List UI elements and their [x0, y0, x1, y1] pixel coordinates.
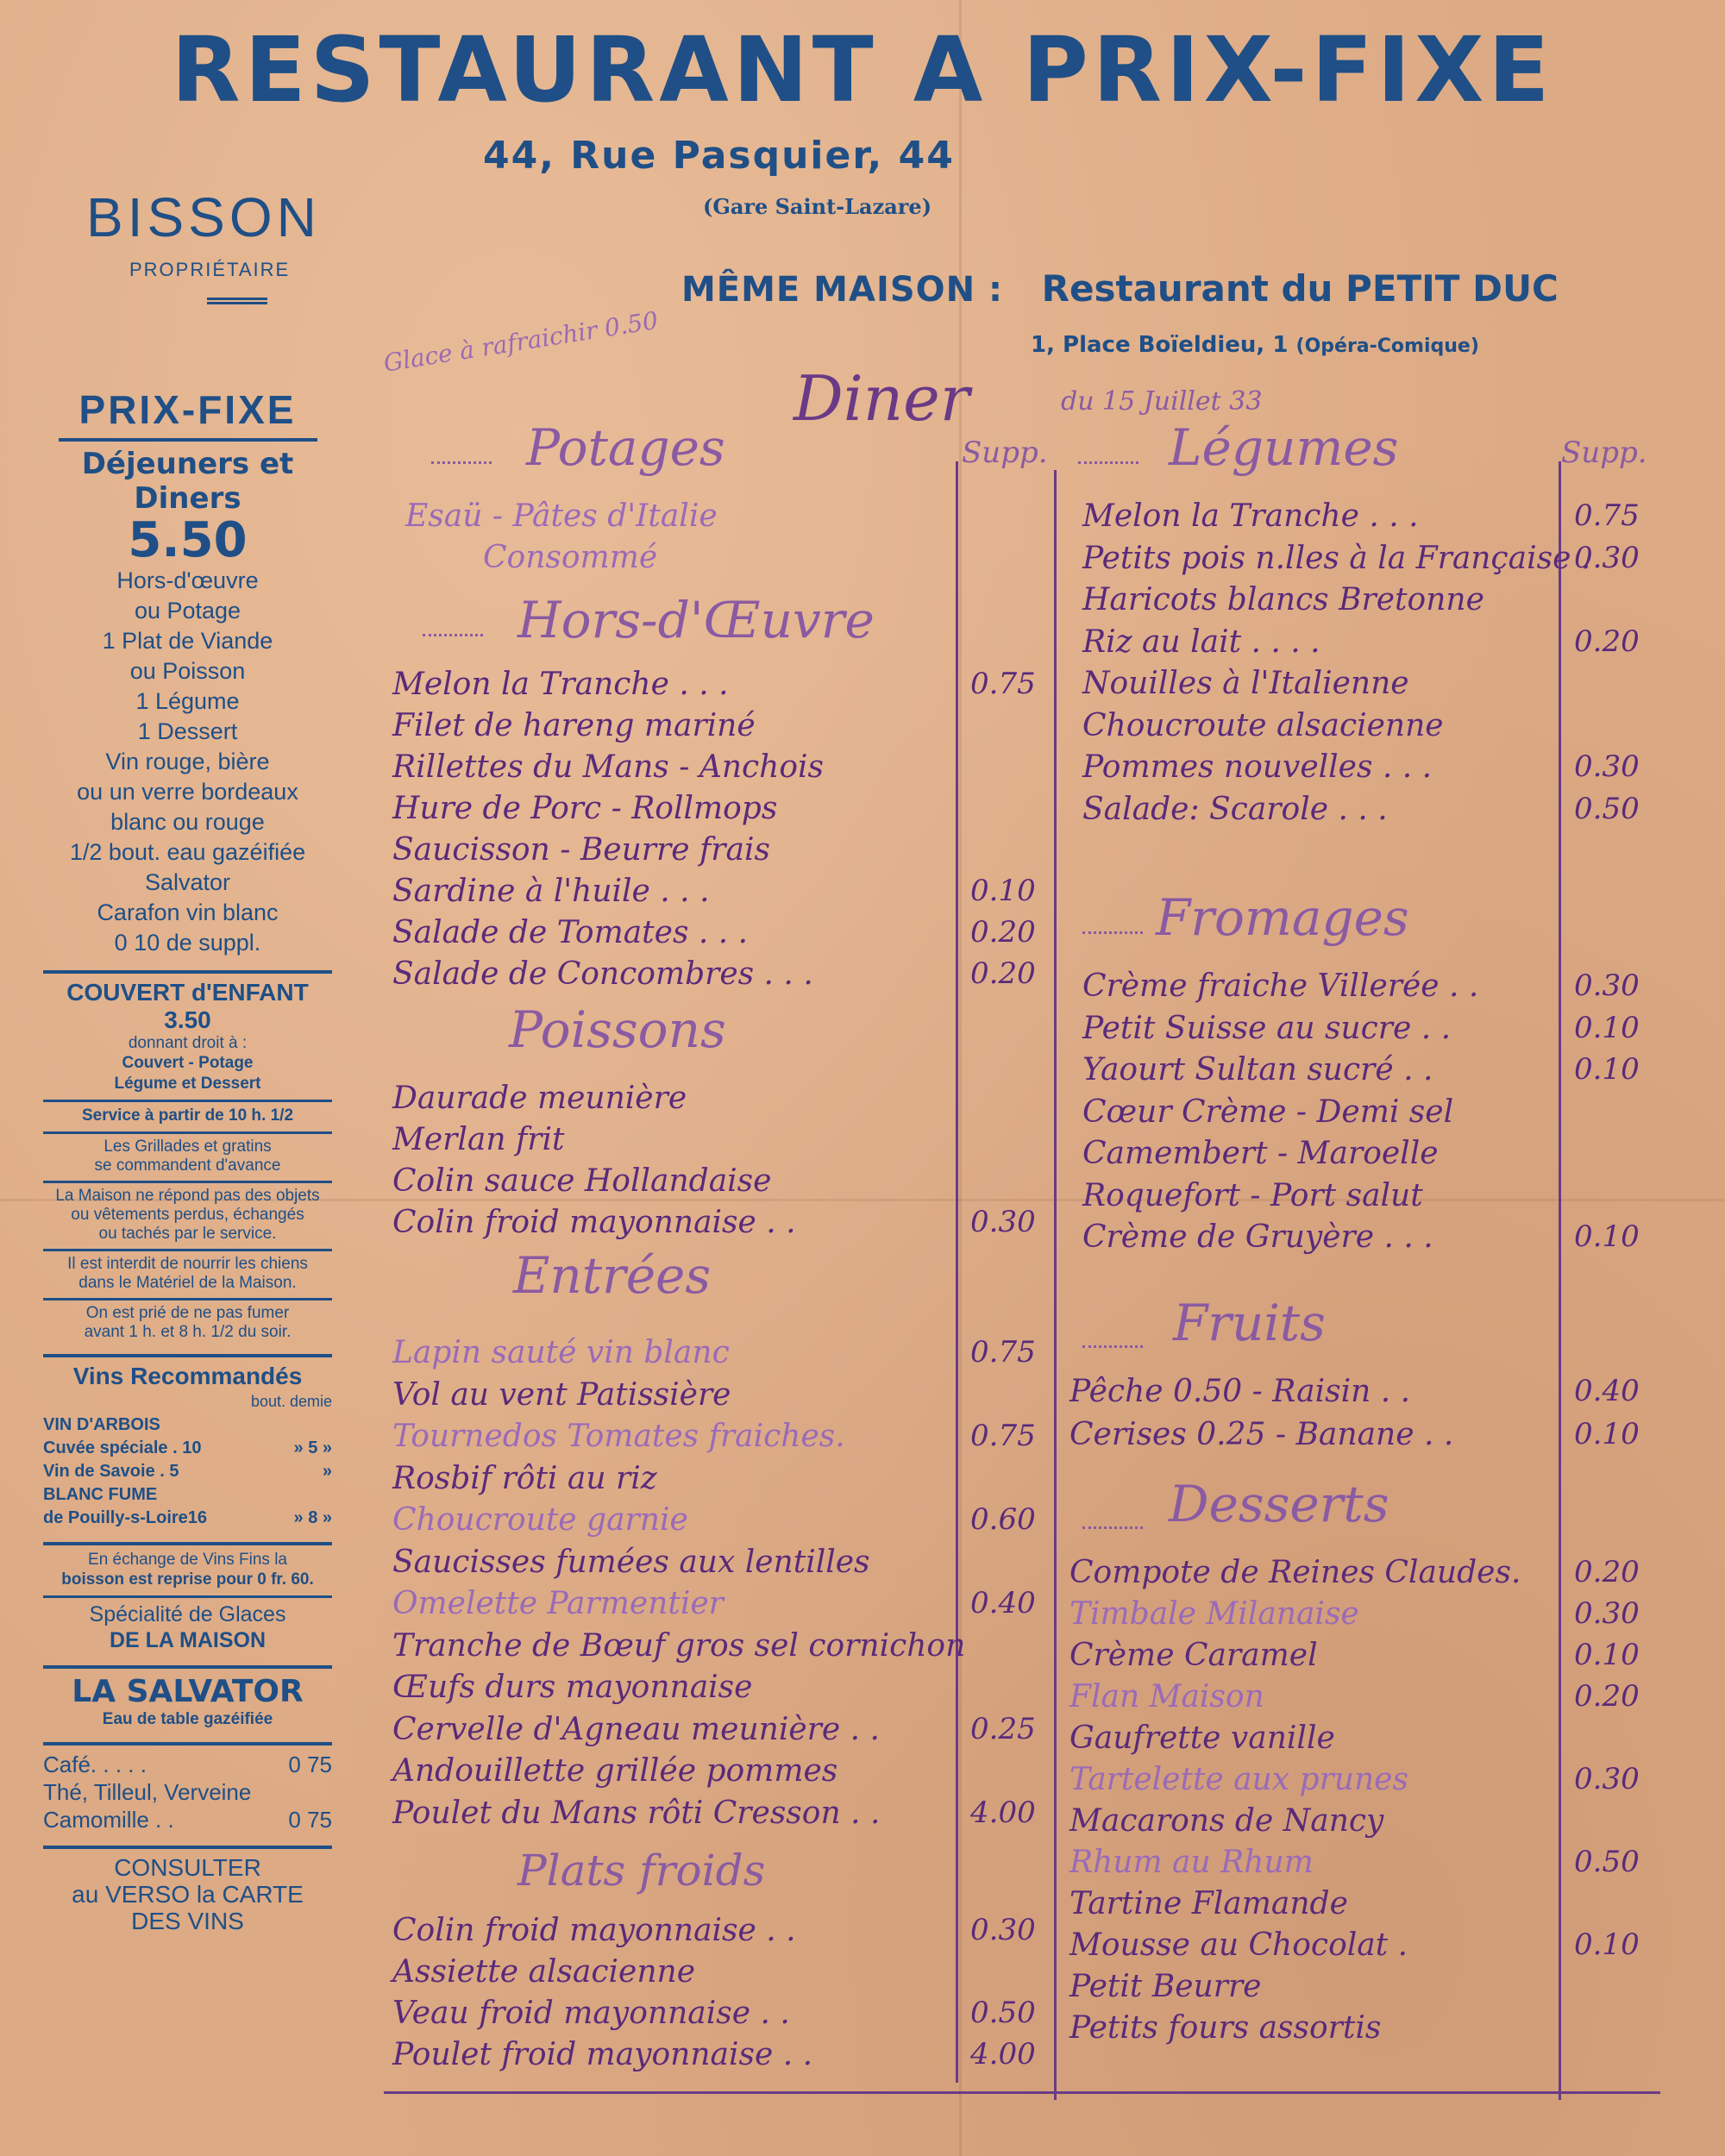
wine-row: de Pouilly-s-Loire16 » 8 » — [43, 1508, 332, 1527]
menu-item — [1082, 1133, 1643, 1175]
divider — [59, 438, 317, 442]
menu-item-supplement: 0.40 — [970, 1586, 1036, 1620]
menu-item-supplement: 0.10 — [1574, 1927, 1640, 1962]
section-dash — [1082, 931, 1143, 934]
same-house-name: Restaurant du PETIT DUC — [1041, 267, 1559, 310]
menu-item-supplement: 0.30 — [970, 1913, 1036, 1947]
supp-header: Supp. — [1561, 436, 1647, 470]
same-house-label: MÊME MAISON : — [681, 270, 1004, 310]
menu-item-name: Pêche 0.50 - Raisin . . — [1070, 1374, 1411, 1409]
plats-froids-list — [392, 1910, 1048, 2076]
menu-item-supplement: 0.40 — [1574, 1374, 1640, 1408]
menu-item — [1082, 705, 1643, 748]
wine-row: VIN D'ARBOIS — [43, 1415, 160, 1434]
section-fromages: Fromages — [1156, 888, 1409, 947]
ice-note: Glace à rafraichir 0.50 — [381, 305, 661, 378]
divider — [207, 298, 267, 304]
menu-item-supplement: 0.75 — [970, 1419, 1036, 1453]
menu-item-supplement: 0.20 — [1574, 1555, 1640, 1589]
menu-item-name: Tranche de Bœuf gros sel cornichon — [392, 1627, 966, 1664]
smoking-notice: On est prié de ne pas fumer — [85, 1304, 290, 1322]
menu-item-supplement: 0.75 — [970, 1335, 1036, 1369]
menu-item — [392, 2034, 1048, 2076]
menu-item-name: Veau froid mayonnaise . . — [392, 1996, 790, 2031]
divider — [43, 1298, 332, 1300]
menu-item — [1082, 580, 1643, 622]
menu-item-name: Saucisses fumées aux lentilles — [392, 1544, 870, 1580]
section-potages: Potages — [526, 418, 725, 477]
prix-fixe-panel — [43, 386, 332, 1934]
menu-item — [392, 1583, 1048, 1626]
section-plats-froids: Plats froids — [518, 1846, 766, 1896]
menu-item-name: Petits pois n.lles à la Française . — [1082, 540, 1591, 576]
menu-item-name: Colin sauce Hollandaise — [392, 1163, 772, 1199]
divider — [43, 1742, 332, 1745]
menu-item — [392, 1458, 1048, 1501]
menu-item-name: Melon la Tranche . . . — [392, 667, 729, 702]
wines-list — [43, 1390, 332, 1530]
section-entrees: Entrées — [513, 1246, 712, 1305]
hors-doeuvre-list — [392, 664, 1048, 995]
divider — [43, 1542, 332, 1545]
menu-item-name: Assiette alsacienne — [392, 1954, 696, 1990]
menu-item — [1070, 1718, 1643, 1759]
supp-header: Supp. — [962, 436, 1048, 470]
menu-item — [1082, 1217, 1643, 1259]
menu-item — [1082, 1008, 1643, 1050]
menu-item-name: Haricots blancs Bretonne — [1082, 582, 1484, 617]
child-items: Couvert - Potage — [122, 1054, 254, 1072]
menu-item-name: Saucisson - Beurre frais — [392, 832, 770, 868]
menu-item-name: Macarons de Nancy — [1070, 1803, 1384, 1839]
fruits-list — [1070, 1371, 1643, 1457]
menu-item — [392, 1375, 1048, 1417]
menu-item — [1070, 1842, 1643, 1883]
divider — [43, 970, 332, 974]
menu-item-name: Tartine Flamande — [1070, 1886, 1348, 1921]
menu-item-name: Yaourt Sultan sucré . . — [1082, 1052, 1433, 1087]
menu-item-supplement: 0.50 — [1574, 791, 1640, 826]
menu-item — [392, 1542, 1048, 1584]
menu-item — [1070, 1759, 1643, 1801]
menu-item — [392, 1161, 1048, 1202]
menu-item-name: Andouillette grillée pommes — [392, 1753, 838, 1789]
service-hours: Service à partir de 10 h. 1/2 — [81, 1106, 294, 1125]
menu-item — [1082, 496, 1643, 538]
restaurant-address: 44, Rue Pasquier, 44 — [483, 134, 955, 178]
menu-item — [1082, 538, 1643, 580]
section-desserts: Desserts — [1169, 1475, 1389, 1533]
menu-item — [1070, 1883, 1643, 1925]
menu-item — [392, 1202, 1048, 1244]
menu-item-supplement: 0.10 — [1574, 1638, 1640, 1672]
meals-label: Déjeuners et Diners — [81, 447, 294, 516]
menu-item — [1082, 1050, 1643, 1092]
menu-item-name: Melon la Tranche . . . — [1082, 498, 1419, 534]
section-hors-doeuvre: Hors-d'Œuvre — [518, 591, 875, 649]
owner-role: PROPRIÉTAIRE — [129, 259, 291, 280]
drink-row: Camomille . . 0 75 — [43, 1807, 332, 1833]
menu-item-supplement: 0.10 — [1574, 1052, 1640, 1087]
menu-date: du 15 Juillet 33 — [1061, 386, 1263, 417]
restaurant-title: RESTAURANT A PRIX-FIXE — [171, 17, 1554, 122]
wines-columns: bout. demie — [250, 1393, 332, 1410]
menu-item-name: Crème fraiche Villerée . . — [1082, 968, 1479, 1004]
menu-item-name: Petit Suisse au sucre . . — [1082, 1010, 1452, 1046]
menu-item-name: Tournedos Tomates fraiches. — [392, 1419, 845, 1454]
menu-item-name: Colin froid mayonnaise . . — [392, 1205, 796, 1240]
divider — [43, 1100, 332, 1102]
divider — [43, 1846, 332, 1849]
menu-item-name: Roquefort - Port salut — [1082, 1177, 1423, 1213]
same-house — [681, 267, 1559, 310]
menu-item-name: Petits fours assortis — [1070, 2010, 1382, 2046]
panel-title: PRIX-FIXE — [78, 387, 297, 432]
menu-item-name: Cerises 0.25 - Banane . . — [1070, 1417, 1454, 1452]
menu-item-supplement: 0.20 — [1574, 624, 1640, 659]
consult-note: DES VINS — [131, 1908, 244, 1934]
menu-item-supplement: 0.20 — [970, 915, 1036, 950]
dogs-notice: Il est interdit de nourrir les chiens — [67, 1255, 308, 1273]
menu-item-name: Merlan frit — [392, 1122, 565, 1157]
same-house-address-line — [1031, 332, 1479, 358]
menu-item-supplement: 4.00 — [970, 2037, 1036, 2071]
menu-item — [1070, 1925, 1643, 1966]
consult-note: CONSULTER — [114, 1854, 261, 1881]
menu-item — [392, 1078, 1048, 1119]
child-title: COUVERT d'ENFANT — [66, 979, 309, 1006]
menu-item-name: Mousse au Chocolat . — [1070, 1927, 1408, 1963]
menu-item-supplement: 0.10 — [1574, 1417, 1640, 1451]
menu-item-supplement: 0.50 — [970, 1996, 1036, 2030]
desserts-list — [1070, 1552, 1643, 2049]
fromages-list — [1082, 966, 1643, 1259]
divider — [43, 1665, 332, 1669]
formula-list — [43, 566, 332, 958]
menu-item-name: Camembert - Maroelle — [1082, 1136, 1439, 1171]
menu-item — [1082, 789, 1643, 831]
menu-item-name: Tartelette aux prunes — [1070, 1762, 1408, 1797]
formula-item: ou Potage — [134, 598, 242, 624]
divider — [43, 1181, 332, 1183]
same-house-address: 1, Place Boïeldieu, 1 — [1031, 332, 1289, 358]
menu-heading: Diner — [794, 362, 970, 435]
prix-fixe-price: 5.50 — [128, 512, 248, 568]
section-dash — [431, 461, 492, 464]
wines-title: Vins Recommandés — [72, 1363, 303, 1389]
menu-item — [392, 1993, 1048, 2034]
drink-row: Café. . . . . 0 75 — [43, 1752, 332, 1777]
menu-item-name: Flan Maison — [1070, 1679, 1264, 1714]
menu-item — [392, 1751, 1048, 1793]
section-dash — [1082, 1526, 1143, 1529]
drinks-list — [43, 1751, 332, 1833]
menu-item-name: Vol au vent Patissière — [392, 1376, 731, 1413]
menu-item-supplement: 0.10 — [1574, 1219, 1640, 1254]
menu-item-name: Lapin sauté vin blanc — [392, 1335, 730, 1370]
menu-item — [1082, 663, 1643, 705]
menu-item-name: Petit Beurre — [1070, 1969, 1262, 2004]
formula-item: 1/2 bout. eau gazéifiée — [69, 839, 306, 865]
bottom-rule — [384, 2091, 1660, 2094]
menu-item — [392, 1332, 1048, 1375]
menu-item — [1070, 1594, 1643, 1635]
station-name: (Gare Saint-Lazare) — [703, 194, 932, 219]
consult-note: au VERSO la CARTE — [72, 1881, 304, 1908]
menu-item-supplement: 0.20 — [1574, 1679, 1640, 1714]
menu-item-name: Nouilles à l'Italienne — [1082, 666, 1409, 701]
menu-item-name: Hure de Porc - Rollmops — [392, 791, 778, 826]
grill-notice: se commandent d'avance — [94, 1156, 281, 1175]
menu-item — [392, 705, 1048, 747]
menu-item — [1070, 1371, 1643, 1414]
section-poissons: Poissons — [509, 1000, 726, 1059]
menu-item — [392, 1910, 1048, 1952]
menu-item-name: Crème Caramel — [1070, 1638, 1318, 1673]
menu-item — [392, 871, 1048, 912]
menu-item-name: Filet de hareng mariné — [392, 708, 756, 743]
divider — [43, 1354, 332, 1357]
menu-item — [1082, 1092, 1643, 1134]
liability-notice: ou vêtements perdus, échangés — [71, 1206, 304, 1224]
formula-item: 0 10 de suppl. — [114, 930, 261, 956]
menu-item-supplement: 0.20 — [970, 956, 1036, 991]
formula-item: Carafon vin blanc — [97, 899, 279, 925]
menu-item — [1070, 1966, 1643, 2008]
menu-item-supplement: 0.10 — [1574, 1010, 1640, 1045]
formula-item: Salvator — [144, 869, 231, 895]
menu-item — [392, 954, 1048, 995]
same-house-area: (Opéra-Comique) — [1295, 335, 1479, 357]
section-dash — [423, 634, 483, 636]
menu-item-supplement: 0.75 — [970, 667, 1036, 701]
exchange-notice: boisson est reprise pour 0 fr. 60. — [61, 1570, 314, 1589]
menu-item-supplement: 0.75 — [1574, 498, 1640, 533]
menu-item-name: Rhum au Rhum — [1070, 1845, 1314, 1880]
menu-item-name: Choucroute garnie — [392, 1502, 688, 1538]
menu-item — [1082, 966, 1643, 1008]
formula-item: Vin rouge, bière — [105, 749, 270, 774]
menu-item-supplement: 0.30 — [1574, 1762, 1640, 1796]
divider — [43, 1131, 332, 1134]
section-dash — [1078, 461, 1138, 464]
entrees-list — [392, 1332, 1048, 1834]
child-items: Légume et Dessert — [114, 1075, 261, 1093]
speciality: DE LA MAISON — [109, 1628, 267, 1652]
menu-item — [1082, 622, 1643, 664]
menu-item-name: Sardine à l'huile . . . — [392, 874, 710, 909]
section-legumes: Légumes — [1169, 418, 1399, 477]
menu-item — [1070, 1677, 1643, 1718]
menu-item — [1070, 1414, 1643, 1457]
menu-item-name: Daurade meunière — [392, 1081, 687, 1116]
formula-item: ou un verre bordeaux — [77, 779, 298, 805]
dogs-notice: dans le Matériel de la Maison. — [78, 1274, 297, 1292]
menu-item — [1070, 1552, 1643, 1594]
menu-item-name: Omelette Parmentier — [392, 1586, 724, 1621]
menu-item — [1070, 1801, 1643, 1842]
menu-item-supplement: 0.30 — [1574, 1596, 1640, 1631]
menu-item — [1082, 1175, 1643, 1218]
menu-item-name: Poulet froid mayonnaise . . — [392, 2037, 813, 2072]
formula-item: ou Poisson — [129, 658, 246, 684]
menu-item-name: Œufs durs mayonnaise — [392, 1670, 753, 1705]
menu-item-name: Timbale Milanaise — [1070, 1596, 1359, 1632]
menu-item-name: Choucroute alsacienne — [1082, 707, 1444, 743]
menu-item-supplement: 0.10 — [970, 874, 1036, 908]
section-dash — [1082, 1345, 1143, 1348]
menu-item-name: Colin froid mayonnaise . . — [392, 1913, 796, 1948]
liability-notice: ou tachés par le service. — [98, 1225, 277, 1243]
column-rule — [1054, 470, 1057, 2100]
menu-item — [392, 1667, 1048, 1709]
potages-list — [405, 496, 718, 578]
wine-row: Vin de Savoie . 5 » — [43, 1462, 332, 1481]
salvator-sub: Eau de table gazéifiée — [102, 1710, 273, 1728]
formula-item: Hors-d'œuvre — [116, 567, 259, 593]
section-fruits: Fruits — [1173, 1294, 1326, 1352]
drink-row: Thé, Tilleul, Verveine — [43, 1779, 252, 1805]
menu-item — [392, 1500, 1048, 1542]
formula-item: 1 Plat de Viande — [102, 628, 273, 654]
menu-item: Consommé — [483, 539, 658, 575]
menu-item — [1070, 1635, 1643, 1677]
child-right: donnant droit à : — [128, 1034, 248, 1052]
divider — [43, 1249, 332, 1251]
menu-item-name: Gaufrette vanille — [1070, 1720, 1335, 1756]
menu-item-name: Riz au lait . . . . — [1082, 624, 1320, 660]
menu-item — [392, 1119, 1048, 1161]
menu-item — [1070, 2008, 1643, 2049]
menu-item-name: Rosbif rôti au riz — [392, 1460, 657, 1496]
menu-item — [1082, 747, 1643, 789]
child-price: 3.50 — [164, 1006, 211, 1033]
smoking-notice: avant 1 h. et 8 h. 1/2 du soir. — [84, 1323, 292, 1341]
menu-item — [392, 1626, 1048, 1668]
speciality: Spécialité de Glaces — [89, 1602, 286, 1626]
menu-item-supplement: 0.50 — [1574, 1845, 1640, 1879]
formula-item: 1 Légume — [135, 688, 240, 714]
menu-item — [392, 830, 1048, 871]
menu-item-name: Salade: Scarole . . . — [1082, 791, 1388, 827]
menu-item-supplement: 0.30 — [970, 1205, 1036, 1239]
menu-item-supplement: 4.00 — [970, 1795, 1036, 1830]
liability-notice: La Maison ne répond pas des objets — [55, 1187, 320, 1205]
divider — [43, 1595, 332, 1598]
menu-item — [392, 664, 1048, 705]
menu-item — [392, 1709, 1048, 1752]
menu-item-name: Salade de Tomates . . . — [392, 915, 749, 950]
menu-item-name: Cœur Crème - Demi sel — [1082, 1094, 1454, 1130]
menu-item-supplement: 0.25 — [970, 1711, 1036, 1746]
menu-item-supplement: 0.60 — [970, 1502, 1036, 1537]
exchange-notice: En échange de Vins Fins la — [88, 1551, 287, 1569]
formula-item: blanc ou rouge — [110, 809, 265, 835]
menu-item — [392, 1416, 1048, 1458]
poissons-list — [392, 1078, 1048, 1244]
legumes-list — [1082, 496, 1643, 830]
owner-name: BISSON — [86, 186, 321, 248]
formula-item: 1 Dessert — [137, 718, 238, 744]
menu-item — [392, 1793, 1048, 1835]
menu-item-name: Cervelle d'Agneau meunière . . — [392, 1711, 880, 1747]
menu-item — [392, 912, 1048, 954]
menu-item-name: Pommes nouvelles . . . — [1082, 749, 1433, 785]
wine-row: Cuvée spéciale . 10 » 5 » — [43, 1438, 332, 1457]
menu-item-name: Crème de Gruyère . . . — [1082, 1219, 1433, 1255]
menu-item-supplement: 0.30 — [1574, 749, 1640, 784]
salvator-title: LA SALVATOR — [72, 1674, 304, 1709]
grill-notice: Les Grillades et gratins — [104, 1138, 272, 1156]
menu-item-name: Poulet du Mans rôti Cresson . . — [392, 1795, 881, 1831]
menu-item-name: Salade de Concombres . . . — [392, 956, 813, 992]
menu-item-name: Compote de Reines Claudes. — [1070, 1555, 1521, 1590]
menu-item: Esaü - Pâtes d'Italie — [405, 498, 718, 534]
menu-item — [392, 788, 1048, 830]
menu-item — [392, 747, 1048, 788]
menu-item — [392, 1952, 1048, 1993]
menu-item-supplement: 0.30 — [1574, 968, 1640, 1003]
menu-item-name: Rillettes du Mans - Anchois — [392, 749, 825, 785]
wine-row: BLANC FUME — [43, 1485, 158, 1504]
menu-item-supplement: 0.30 — [1574, 540, 1640, 575]
